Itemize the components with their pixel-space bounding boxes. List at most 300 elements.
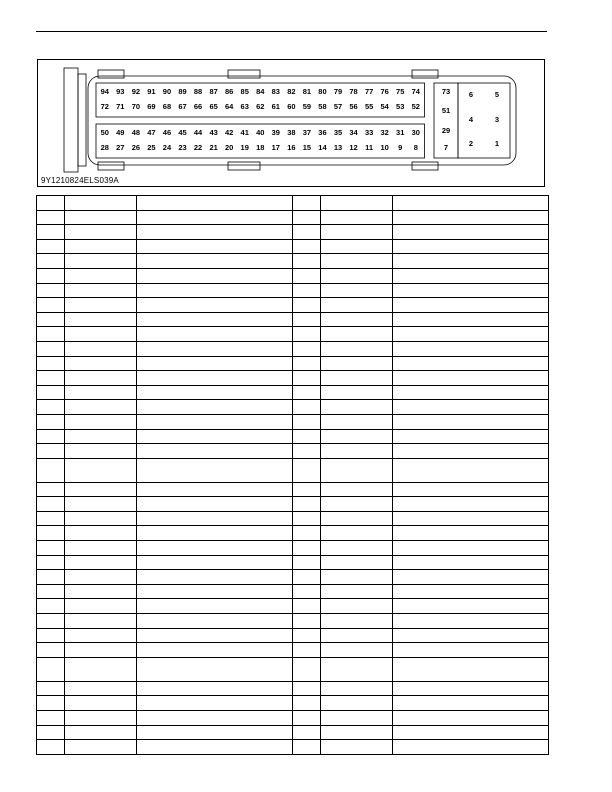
- table-row: [37, 696, 549, 711]
- table-cell: [37, 657, 65, 681]
- table-cell: [293, 681, 321, 696]
- table-cell: [393, 555, 549, 570]
- pin-number: 62: [256, 102, 265, 111]
- table-row: [37, 482, 549, 497]
- table-cell: [37, 356, 65, 371]
- table-cell: [37, 196, 65, 211]
- table-cell: [137, 371, 293, 386]
- table-cell: [65, 696, 137, 711]
- pin-number: 91: [147, 87, 156, 96]
- table-row: [37, 643, 549, 658]
- connector-left-flange: [64, 68, 78, 172]
- table-cell: [321, 628, 393, 643]
- table-cell: [293, 497, 321, 512]
- table-cell: [137, 681, 293, 696]
- table-cell: [37, 511, 65, 526]
- table-cell: [293, 482, 321, 497]
- table-cell: [137, 628, 293, 643]
- table-cell: [393, 225, 549, 240]
- table-cell: [137, 385, 293, 400]
- table-cell: [137, 254, 293, 269]
- table-row: [37, 725, 549, 740]
- pin-number: 63: [240, 102, 249, 111]
- pin-number: 78: [349, 87, 358, 96]
- table-cell: [37, 725, 65, 740]
- table-cell: [321, 584, 393, 599]
- table-cell: [321, 482, 393, 497]
- table-cell: [65, 740, 137, 755]
- pin-number: 44: [193, 128, 203, 137]
- table-cell: [393, 511, 549, 526]
- table-cell: [37, 283, 65, 298]
- table-cell: [137, 196, 293, 211]
- table-cell: [393, 268, 549, 283]
- table-cell: [321, 225, 393, 240]
- table-cell: [393, 570, 549, 585]
- pin-number: 54: [380, 102, 389, 111]
- table-row: [37, 210, 549, 225]
- pin-number: 5: [494, 90, 500, 99]
- table-cell: [293, 239, 321, 254]
- pin-number: 38: [287, 128, 296, 137]
- latch-top-left: [98, 70, 124, 78]
- table-row: [37, 254, 549, 269]
- pin-number: 56: [349, 102, 358, 111]
- table-row: [37, 657, 549, 681]
- table-cell: [293, 526, 321, 541]
- table-cell: [65, 482, 137, 497]
- table-cell: [37, 599, 65, 614]
- table-cell: [293, 599, 321, 614]
- table-cell: [137, 327, 293, 342]
- pin-number: 77: [364, 87, 374, 96]
- table-cell: [293, 400, 321, 415]
- table-cell: [37, 541, 65, 556]
- table-cell: [137, 584, 293, 599]
- table-cell: [293, 254, 321, 269]
- pin-assignment-table: [36, 195, 549, 755]
- table-cell: [65, 444, 137, 459]
- pin-number: 43: [209, 128, 218, 137]
- table-cell: [137, 696, 293, 711]
- pin-number: 9: [398, 143, 403, 152]
- pin-number: 4: [468, 115, 474, 124]
- pin-number: 94: [100, 87, 109, 96]
- table-row: [37, 511, 549, 526]
- table-cell: [321, 268, 393, 283]
- table-cell: [37, 740, 65, 755]
- table-cell: [37, 371, 65, 386]
- table-cell: [293, 725, 321, 740]
- table-cell: [321, 414, 393, 429]
- table-cell: [137, 400, 293, 415]
- pin-number: 74: [411, 87, 420, 96]
- pin-number: 12: [349, 143, 358, 152]
- pin-number: 64: [225, 102, 234, 111]
- table-cell: [65, 385, 137, 400]
- table-row: [37, 444, 549, 459]
- pin-number: 85: [240, 87, 249, 96]
- table-cell: [321, 356, 393, 371]
- table-cell: [65, 210, 137, 225]
- pin-number: 20: [225, 143, 234, 152]
- pin-number: 15: [302, 143, 312, 152]
- table-cell: [293, 696, 321, 711]
- table-cell: [65, 429, 137, 444]
- pin-number: 50: [100, 128, 109, 137]
- table-cell: [65, 541, 137, 556]
- table-cell: [393, 356, 549, 371]
- table-cell: [137, 643, 293, 658]
- pin-number: 72: [100, 102, 109, 111]
- table-cell: [65, 584, 137, 599]
- pin-number: 57: [333, 102, 343, 111]
- table-cell: [393, 696, 549, 711]
- table-cell: [37, 526, 65, 541]
- table-cell: [393, 458, 549, 482]
- table-cell: [65, 681, 137, 696]
- pin-number: 84: [256, 87, 265, 96]
- table-row: [37, 341, 549, 356]
- pin-number: 19: [240, 143, 249, 152]
- table-cell: [321, 341, 393, 356]
- table-row: [37, 681, 549, 696]
- table-cell: [137, 225, 293, 240]
- pin-number: 10: [380, 143, 389, 152]
- table-cell: [65, 268, 137, 283]
- pin-number: 49: [116, 128, 125, 137]
- table-cell: [393, 254, 549, 269]
- table-cell: [37, 268, 65, 283]
- table-cell: [393, 444, 549, 459]
- table-cell: [293, 298, 321, 313]
- figure-code: 9Y1210824ELS039A: [41, 176, 119, 185]
- table-cell: [293, 444, 321, 459]
- pin-number: 40: [256, 128, 265, 137]
- table-cell: [37, 497, 65, 512]
- table-cell: [137, 356, 293, 371]
- pin-number: 14: [318, 143, 327, 152]
- table-row: [37, 458, 549, 482]
- table-cell: [65, 555, 137, 570]
- table-cell: [393, 740, 549, 755]
- table-cell: [393, 711, 549, 726]
- pin-number: 53: [396, 102, 405, 111]
- table-cell: [321, 541, 393, 556]
- table-cell: [37, 327, 65, 342]
- table-cell: [37, 225, 65, 240]
- table-cell: [293, 740, 321, 755]
- pin-number: 11: [365, 143, 374, 152]
- table-cell: [37, 458, 65, 482]
- table-cell: [321, 511, 393, 526]
- table-cell: [321, 599, 393, 614]
- table-cell: [293, 414, 321, 429]
- table-cell: [65, 725, 137, 740]
- pin-number: 2: [468, 139, 474, 148]
- pin-number: 13: [333, 143, 343, 152]
- pin-number: 6: [468, 90, 474, 99]
- table-cell: [393, 584, 549, 599]
- table-cell: [137, 458, 293, 482]
- table-cell: [137, 210, 293, 225]
- table-cell: [393, 385, 549, 400]
- pin-number: 80: [318, 87, 327, 96]
- table-cell: [293, 555, 321, 570]
- pin-number: 76: [380, 87, 389, 96]
- table-cell: [137, 239, 293, 254]
- table-cell: [137, 526, 293, 541]
- table-row: [37, 239, 549, 254]
- pin-number: 1: [494, 139, 500, 148]
- pin-number: 29: [441, 126, 451, 135]
- table-cell: [321, 298, 393, 313]
- pin-number: 65: [209, 102, 218, 111]
- table-cell: [321, 643, 393, 658]
- table-cell: [37, 681, 65, 696]
- pin-number: 23: [178, 143, 187, 152]
- latch-bottom-right: [412, 162, 438, 170]
- table-cell: [137, 599, 293, 614]
- table-cell: [393, 526, 549, 541]
- pin-number: 51: [441, 106, 451, 115]
- table-row: [37, 740, 549, 755]
- table-cell: [293, 210, 321, 225]
- table-cell: [65, 570, 137, 585]
- table-cell: [393, 657, 549, 681]
- table-cell: [37, 429, 65, 444]
- table-row: [37, 385, 549, 400]
- table-cell: [321, 312, 393, 327]
- pin-number: 41: [240, 128, 249, 137]
- table-row: [37, 614, 549, 629]
- table-cell: [137, 541, 293, 556]
- table-cell: [37, 385, 65, 400]
- pin-layer: [96, 83, 510, 158]
- table-cell: [293, 327, 321, 342]
- table-cell: [393, 239, 549, 254]
- table-cell: [65, 196, 137, 211]
- table-cell: [37, 628, 65, 643]
- pin-number: 8: [413, 143, 418, 152]
- table-row: [37, 599, 549, 614]
- table-cell: [293, 614, 321, 629]
- table-cell: [393, 210, 549, 225]
- table-cell: [137, 444, 293, 459]
- table-cell: [137, 268, 293, 283]
- table-row: [37, 570, 549, 585]
- table-cell: [65, 599, 137, 614]
- table-cell: [137, 497, 293, 512]
- table-row: [37, 497, 549, 512]
- table-cell: [321, 555, 393, 570]
- table-cell: [321, 497, 393, 512]
- table-cell: [37, 239, 65, 254]
- pin-number: 46: [162, 128, 172, 137]
- table-cell: [37, 584, 65, 599]
- table-cell: [293, 356, 321, 371]
- pin-number: 83: [271, 87, 280, 96]
- pin-number: 7: [443, 143, 449, 152]
- pin-number: 25: [147, 143, 156, 152]
- table-row: [37, 356, 549, 371]
- table-cell: [65, 657, 137, 681]
- pin-number: 82: [287, 87, 296, 96]
- pin-number: 30: [411, 128, 420, 137]
- table-cell: [321, 400, 393, 415]
- table-cell: [65, 327, 137, 342]
- pin-number: 70: [131, 102, 141, 111]
- table-cell: [65, 371, 137, 386]
- pin-number: 48: [131, 128, 141, 137]
- table-cell: [393, 681, 549, 696]
- connector-left-lip: [78, 74, 86, 166]
- table-cell: [321, 696, 393, 711]
- table-cell: [65, 225, 137, 240]
- pin-number: 47: [147, 128, 156, 137]
- table-cell: [293, 541, 321, 556]
- table-cell: [393, 614, 549, 629]
- table-row: [37, 429, 549, 444]
- table-cell: [37, 696, 65, 711]
- table-row: [37, 312, 549, 327]
- table-cell: [137, 414, 293, 429]
- table-cell: [137, 482, 293, 497]
- pin-number: 33: [364, 128, 374, 137]
- pin-number: 39: [271, 128, 280, 137]
- pin-number: 92: [131, 87, 141, 96]
- pin-number: 87: [209, 87, 218, 96]
- table-cell: [65, 283, 137, 298]
- pin-number: 42: [225, 128, 234, 137]
- table-row: [37, 711, 549, 726]
- table-cell: [321, 210, 393, 225]
- table-cell: [321, 740, 393, 755]
- latch-bottom-left: [98, 162, 124, 170]
- pin-number: 17: [271, 143, 280, 152]
- table-cell: [321, 444, 393, 459]
- pin-number: 60: [287, 102, 296, 111]
- pin-number: 21: [209, 143, 218, 152]
- table-cell: [137, 312, 293, 327]
- table-row: [37, 327, 549, 342]
- pin-number: 71: [116, 102, 125, 111]
- table-row: [37, 414, 549, 429]
- table-cell: [137, 341, 293, 356]
- header-rule: [36, 31, 547, 32]
- table-cell: [293, 511, 321, 526]
- pin-number: 26: [131, 143, 141, 152]
- table-cell: [37, 444, 65, 459]
- table-cell: [293, 570, 321, 585]
- table-cell: [393, 400, 549, 415]
- table-cell: [393, 298, 549, 313]
- table-cell: [65, 239, 137, 254]
- table-cell: [137, 711, 293, 726]
- table-cell: [37, 555, 65, 570]
- pin-number: 86: [225, 87, 234, 96]
- table-cell: [65, 511, 137, 526]
- table-cell: [293, 196, 321, 211]
- table-cell: [137, 740, 293, 755]
- table-cell: [321, 283, 393, 298]
- table-cell: [393, 482, 549, 497]
- table-cell: [65, 497, 137, 512]
- table-cell: [293, 584, 321, 599]
- pin-number: 59: [302, 102, 312, 111]
- table-cell: [137, 511, 293, 526]
- table-cell: [37, 643, 65, 658]
- table-cell: [393, 628, 549, 643]
- table-cell: [65, 400, 137, 415]
- table-cell: [293, 268, 321, 283]
- table-cell: [37, 298, 65, 313]
- table-cell: [293, 283, 321, 298]
- table-cell: [65, 298, 137, 313]
- table-cell: [321, 385, 393, 400]
- pin-number: 45: [178, 128, 187, 137]
- connector-diagram: [37, 59, 545, 187]
- pin-number: 69: [147, 102, 156, 111]
- pin-number: 67: [178, 102, 187, 111]
- pin-number: 27: [116, 143, 125, 152]
- pin-number: 66: [193, 102, 203, 111]
- table-cell: [321, 711, 393, 726]
- table-cell: [293, 643, 321, 658]
- table-cell: [65, 458, 137, 482]
- table-cell: [293, 312, 321, 327]
- table-cell: [393, 312, 549, 327]
- table-cell: [393, 414, 549, 429]
- table-cell: [65, 341, 137, 356]
- pin-number: 55: [364, 102, 374, 111]
- table-cell: [137, 570, 293, 585]
- table-cell: [321, 725, 393, 740]
- pin-number: 52: [411, 102, 420, 111]
- table-cell: [37, 614, 65, 629]
- pin-block-right: [458, 83, 510, 158]
- pin-number: 79: [333, 87, 343, 96]
- table-cell: [393, 341, 549, 356]
- table-cell: [321, 526, 393, 541]
- table-row: [37, 225, 549, 240]
- table-cell: [293, 385, 321, 400]
- connector-drawing: [38, 60, 546, 188]
- table-cell: [293, 628, 321, 643]
- table-cell: [37, 341, 65, 356]
- table-cell: [293, 711, 321, 726]
- pin-number: 16: [287, 143, 296, 152]
- table-cell: [321, 570, 393, 585]
- table-cell: [293, 429, 321, 444]
- table-cell: [65, 414, 137, 429]
- pin-number: 31: [396, 128, 405, 137]
- pin-number: 73: [441, 87, 451, 96]
- pin-number: 90: [162, 87, 172, 96]
- latch-bottom-center: [228, 162, 260, 170]
- table-cell: [321, 371, 393, 386]
- table-row: [37, 555, 549, 570]
- pin-number: 24: [162, 143, 172, 152]
- pin-number: 58: [318, 102, 327, 111]
- table-cell: [321, 681, 393, 696]
- table-row: [37, 268, 549, 283]
- table-cell: [293, 371, 321, 386]
- table-cell: [37, 570, 65, 585]
- table-row: [37, 196, 549, 211]
- table-cell: [65, 312, 137, 327]
- pin-number: 32: [380, 128, 389, 137]
